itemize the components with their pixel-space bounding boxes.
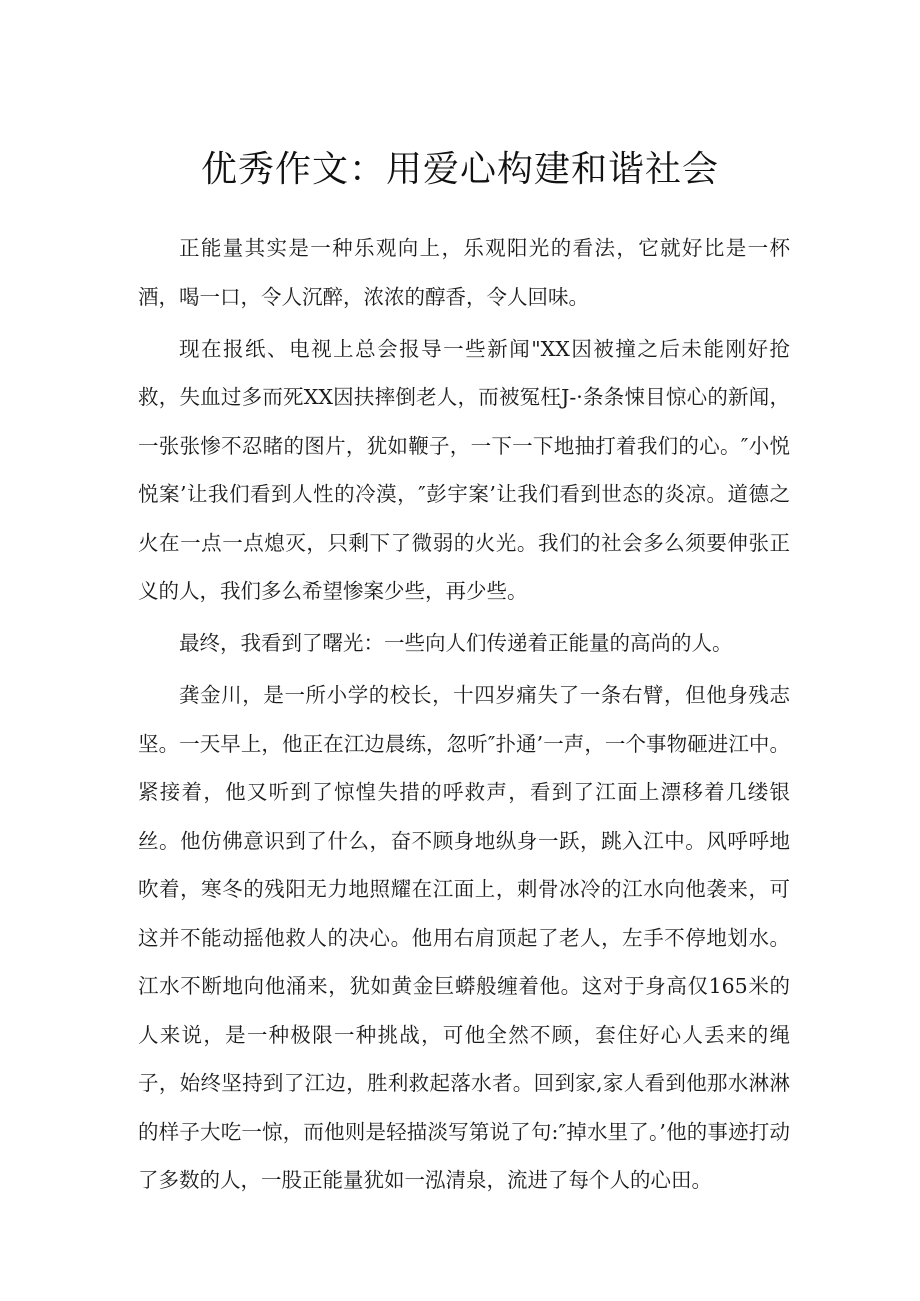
paragraph-1: 正能量其实是一种乐观向上，乐观阳光的看法，它就好比是一杯酒，喝一口，令人沉醉，浓浓的醇香，令人回味。 — [138, 236, 790, 309]
paragraph-4: 龚金川，是一所小学的校长，十四岁痛失了一条右臂，但他身残志坚。一天早上，他正在江边晨练，忽听″扑通’一声，一个事物砸进江中。紧接着，他又听到了惊惶失措的呼救声，看到了江面上漂移着几缕银丝。他仿佛意识到了什么，奋不顾身地纵身一跃，跳入江中。风呼呼地吹着，寒冬的残阳无力地照耀在江面上，刺骨冰冷的江水向他袭来，可这并不能动摇他救人的决心。他用右肩顶起了老人，左手不停地划水。江水不断地向他涌来，犹如黄金巨蟒般缠着他。这对于身高仅165米的人来说，是一种极限一种挑战，可他全然不顾，套住好心人丢来的绳子，始终坚持到了江边，胜利救起落水者。回到家,家人看到他那水淋淋的样子大吃一惊，而他则是轻描淡写第说了句:″掉水里了。’他的事迹打动了多数的人，一股正能量犹如一泓清泉，流进了每个人的心田。 — [138, 683, 790, 1192]
document-body — [138, 224, 790, 1208]
paragraph-2: 现在报纸、电视上总会报导一些新闻"XX因被撞之后未能刚好抢救，失血过多而死XX因扶摔倒老人，而被冤枉J-·条条悚目惊心的新闻，一张张惨不忍睹的图片，犹如鞭子，一下一下地抽打着我们的心。″小悦悦案’让我们看到人性的冷漠，″彭宇案’让我们看到世态的炎凉。道德之火在一点一点熄灭，只剩下了微弱的火光。我们的社会多么须要伸张正义的人，我们多么希望惨案少些，再少些。 — [138, 336, 790, 603]
paragraph-3: 最终，我看到了曙光：一些向人们传递着正能量的高尚的人。 — [179, 631, 733, 655]
document-title: 优秀作文：用爱心构建和谐社会 — [200, 149, 719, 190]
